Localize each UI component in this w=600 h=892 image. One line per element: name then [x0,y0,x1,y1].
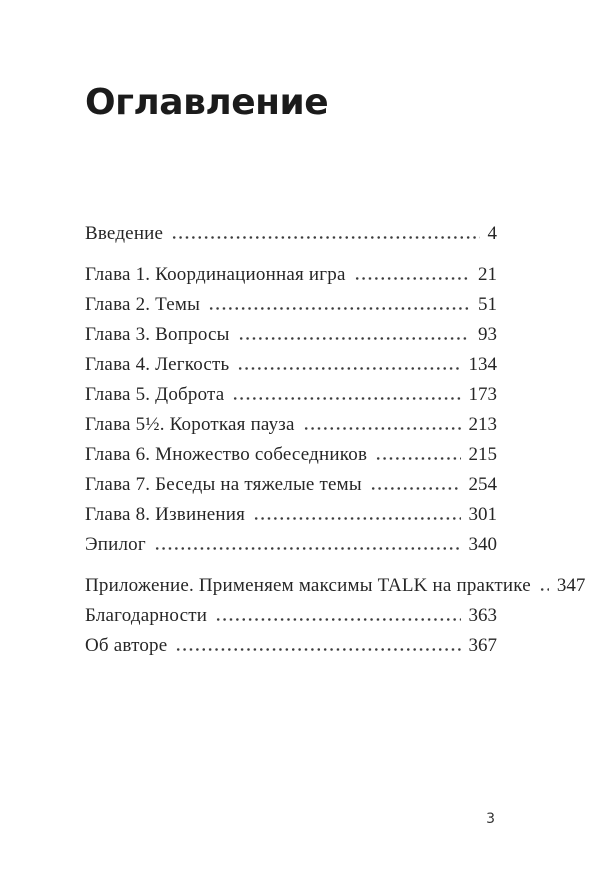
toc-entry-label: Приложение. Применяем максимы TALK на практике [85,575,531,597]
toc-leader-dots [303,426,461,430]
toc-entry-label: Глава 4. Легкость [85,354,230,376]
toc-leader-dots [253,516,460,520]
toc-entry-label: Глава 2. Темы [85,294,201,316]
toc-entry [85,470,497,500]
toc-entry-page: 21 [478,264,497,286]
toc-entry-label: Глава 5. Доброта [85,384,225,406]
toc-leader-dots [238,336,470,340]
page-content [85,0,586,661]
toc-entry-page: 51 [478,294,497,316]
toc-entry-label: Благодарности [85,605,208,627]
toc-leader-dots [154,546,461,550]
toc-entry-page: 301 [468,504,497,526]
toc-entry [85,380,497,410]
toc-entry-label: Глава 5½. Короткая пауза [85,414,295,436]
toc-leader-dots [175,647,460,651]
toc-entry-page: 363 [468,605,497,627]
toc-entry [85,260,497,290]
table-of-contents [85,219,586,661]
toc-leader-dots [215,617,460,621]
toc-entry-page: 254 [468,474,497,496]
toc-entry [85,440,497,470]
toc-entry [85,350,497,380]
toc-leader-dots [375,456,460,460]
toc-entry [85,631,497,661]
toc-entry-label: Глава 8. Извинения [85,504,246,526]
toc-entry [85,601,497,631]
toc-entry-page: 347 [556,575,586,597]
toc-entry-page: 134 [468,354,497,376]
toc-entry [85,410,497,440]
toc-section [85,571,586,661]
toc-entry [85,219,497,249]
toc-entry-label: Эпилог [85,534,146,556]
toc-entry [85,571,586,601]
toc-entry [85,290,497,320]
toc-entry [85,530,497,560]
toc-entry [85,320,497,350]
toc-entry-label: Глава 1. Координационная игра [85,264,346,286]
toc-leader-dots [237,366,460,370]
toc-entry-label: Глава 7. Беседы на тяжелые темы [85,474,362,496]
toc-leader-dots [354,276,470,280]
toc-entry-label: Об авторе [85,635,168,657]
toc-entry-page: 340 [468,534,497,556]
page-number: 3 [486,811,495,827]
toc-leader-dots [539,587,549,591]
toc-entry-page: 4 [487,223,497,245]
toc-entry [85,500,497,530]
toc-entry-page: 213 [468,414,497,436]
toc-section [85,219,497,249]
toc-leader-dots [171,235,479,239]
toc-leader-dots [232,396,460,400]
toc-entry-page: 367 [468,635,497,657]
toc-entry-label: Введение [85,223,164,245]
toc-entry-page: 173 [468,384,497,406]
toc-leader-dots [208,306,470,310]
toc-section [85,260,497,560]
toc-entry-label: Глава 6. Множество собеседников [85,444,368,466]
page-title: Оглавление [85,82,329,123]
toc-entry-page: 93 [478,324,497,346]
toc-entry-label: Глава 3. Вопросы [85,324,230,346]
toc-entry-page: 215 [468,444,497,466]
toc-leader-dots [370,486,461,490]
